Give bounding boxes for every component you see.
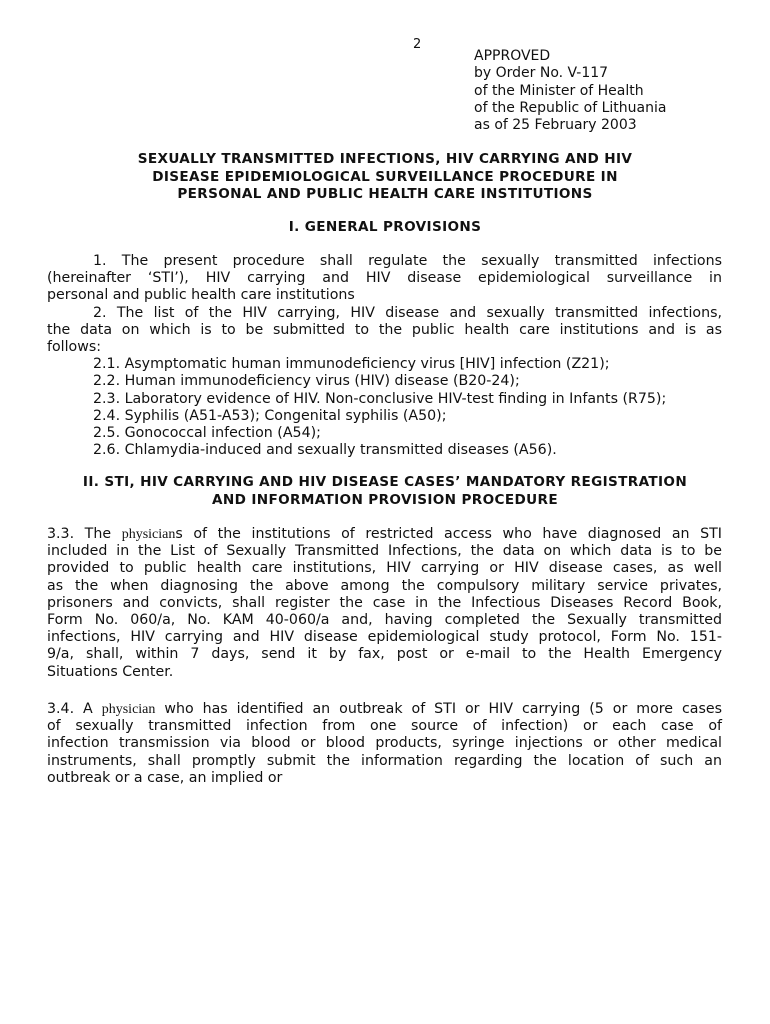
paragraph-line: outbreak or a case, an implied or: [47, 769, 283, 786]
title-line: DISEASE EPIDEMIOLOGICAL SURVEILLANCE PROCEDURE IN: [152, 168, 618, 185]
approval-line: of the Minister of Health: [474, 82, 644, 99]
paragraph-3-3: [47, 526, 722, 681]
list-item: 2.4. Syphilis (A51-A53); Congenital syphilis (A50);: [93, 407, 447, 424]
paragraph-line: Situations Center.: [47, 663, 174, 680]
page-number: 2: [413, 37, 422, 52]
title-line: SEXUALLY TRANSMITTED INFECTIONS, HIV CARRYING AND HIV: [137, 151, 633, 167]
paragraph-line: 2. The list of the HIV carrying, HIV disease and sexually transmitted infections,: [93, 304, 722, 321]
paragraph-3-4: [47, 701, 722, 787]
paragraph-line: infection transmission via blood or blood products, syringe injections or other medical: [47, 735, 722, 752]
paragraph-line: prisoners and convicts, shall register the case in the Infectious Diseases Record Book,: [47, 594, 722, 611]
paragraph-line: Form No. 060/a, No. KAM 40-060/a and, having completed the Sexually transmitted: [47, 611, 722, 628]
paragraph-line: 9/a, shall, within 7 days, send it by fax, post or e-mail to the Health Emergency: [47, 646, 722, 663]
text-run: s of the institutions of restricted access who have diagnosed an STI: [175, 526, 722, 542]
approval-line: of the Republic of Lithuania: [474, 99, 667, 116]
list-item: 2.2. Human immunodeficiency virus (HIV) disease (B20-24);: [93, 373, 520, 390]
paragraph-line: personal and public health care institutions: [47, 287, 355, 304]
paragraph-line: [47, 526, 722, 543]
heading-line: II. STI, HIV CARRYING AND HIV DISEASE CASES’ MANDATORY REGISTRATION: [82, 474, 688, 490]
approval-block: [474, 48, 666, 134]
paragraph-line: infections, HIV carrying and HIV disease epidemiological study protocol, Form No. 151-: [47, 629, 722, 646]
list-item: 2.1. Asymptomatic human immunodeficiency virus [HIV] infection (Z21);: [93, 356, 610, 373]
text-run: 3.3. The: [47, 526, 122, 542]
paragraph-line: 1. The present procedure shall regulate the sexually transmitted infections: [93, 253, 722, 269]
approval-line: APPROVED: [474, 48, 551, 64]
section-heading-registration-procedure: [46, 474, 724, 509]
text-run: 3.4. A: [47, 701, 102, 717]
approval-line: by Order No. V-117: [474, 65, 609, 82]
paragraph-line: the data on which is to be submitted to the public health care institutions and is as: [47, 321, 722, 338]
paragraph-line: of sexually transmitted infection from one source of infection) or each case of: [47, 718, 722, 735]
text-run: who has identified an outbreak of STI or HIV carrying (5 or more cases: [155, 701, 722, 717]
heading-line: AND INFORMATION PROVISION PROCEDURE: [212, 491, 558, 508]
approval-line: as of 25 February 2003: [474, 117, 637, 134]
title-line: PERSONAL AND PUBLIC HEALTH CARE INSTITUTIONS: [177, 186, 593, 202]
document-title: [46, 151, 724, 204]
paragraph-line: provided to public health care institutions, HIV carrying or HIV disease cases, as well: [47, 560, 722, 577]
heading-line: I. GENERAL PROVISIONS: [288, 219, 482, 235]
text-run: physician: [101, 702, 156, 717]
general-provisions-body: [47, 253, 722, 459]
paragraph-line: as the when diagnosing the above among the compulsory military service privates,: [47, 577, 722, 594]
list-item: 2.5. Gonococcal infection (A54);: [93, 424, 321, 441]
paragraph-line: included in the List of Sexually Transmitted Infections, the data on which data is to be: [47, 543, 722, 560]
text-run: physician: [121, 527, 176, 542]
paragraph-line: (hereinafter ‘STI’), HIV carrying and HIV disease epidemiological surveillance in: [47, 270, 722, 287]
list-item: 2.6. Chlamydia-induced and sexually transmitted diseases (A56).: [93, 442, 557, 459]
list-item: 2.3. Laboratory evidence of HIV. Non-conclusive HIV-test finding in Infants (R75);: [93, 390, 667, 407]
paragraph-line: follows:: [47, 338, 102, 355]
section-heading-general-provisions: [46, 219, 724, 237]
paragraph-line: instruments, shall promptly submit the information regarding the location of such an: [47, 752, 722, 769]
paragraph-line: [47, 701, 722, 718]
